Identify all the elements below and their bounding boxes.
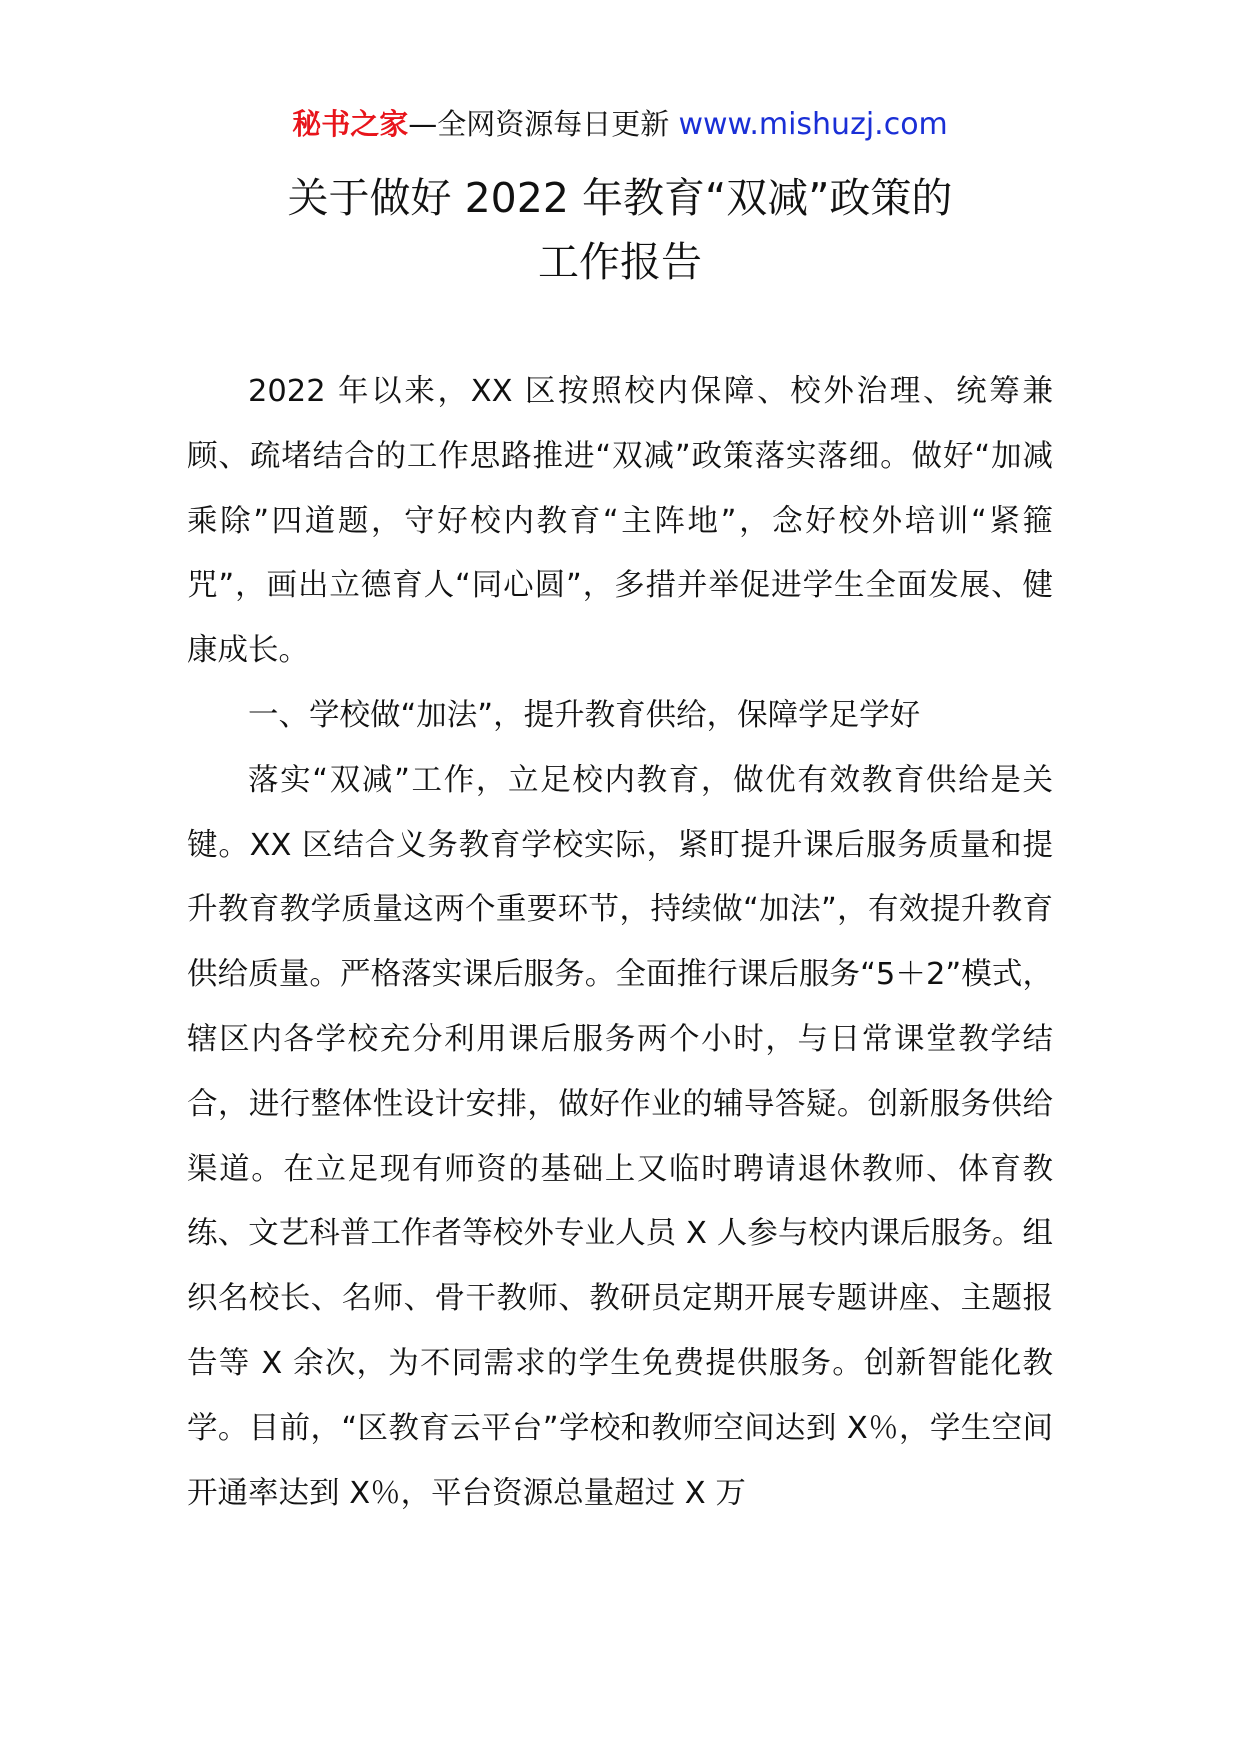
title-line-1: 关于做好 2022 年教育“双减”政策的	[287, 174, 953, 222]
paragraph-section-1: 落实“双减”工作，立足校内教育，做优有效教育供给是关键。XX 区结合义务教育学校实际，紧盯提升课后服务质量和提升教育教学质量这两个重要环节，持续做“加法”，有效提升教育供给质量。严格落实课后服务。全面推行课后服务“5＋2”模式，辖区内各学校充分利用课后服务两个小时，与日常课堂教学结合，进行整体性设计安排，做好作业的辅导答疑。创新服务供给渠道。在立足现有师资的基础上又临时聘请退休教师、体育教练、文艺科普工作者等校外专业人员 X 人参与校内课后服务。组织名校长、名师、骨干教师、教研员定期开展专题讲座、主题报告等 X 余次，为不同需求的学生免费提供服务。创新智能化教学。目前，“区教育云平台”学校和教师空间达到 X％，学生空间开通率达到 X％，平台资源总量超过 X 万	[187, 762, 1053, 1511]
brand-name: 秘书之家	[292, 107, 409, 141]
site-header	[0, 104, 1240, 145]
paragraph-intro: 2022 年以来，XX 区按照校内保障、校外治理、统筹兼顾、疏堵结合的工作思路推进“双减”政策落实落细。做好“加减乘除”四道题，守好校内教育“主阵地”，念好校外培训“紧箍咒”，画出立德育人“同心圆”，多措并举促进学生全面发展、健康成长。	[187, 374, 1053, 669]
header-tagline: —全网资源每日更新	[408, 107, 670, 141]
document-title	[100, 166, 1140, 294]
section-heading-1: 一、学校做“加法”，提升教育供给，保障学足学好	[248, 697, 921, 733]
site-url-link[interactable]: www.mishuzj.com	[678, 107, 948, 142]
title-line-2: 工作报告	[538, 238, 702, 286]
document-body	[187, 360, 1053, 1526]
